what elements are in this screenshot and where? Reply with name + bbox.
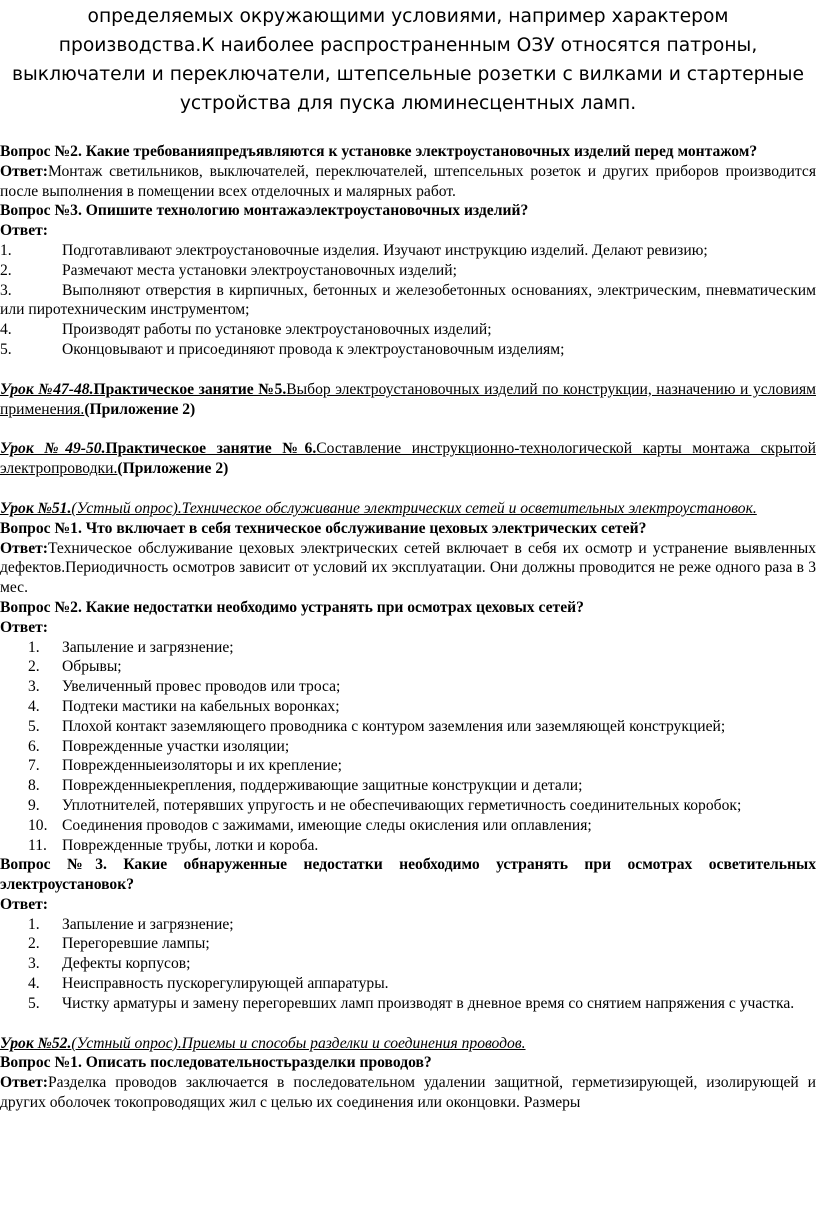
lighting-defects-list <box>0 915 816 1014</box>
list-item <box>0 737 816 757</box>
lesson-51-question-1: Вопрос №1. Что включает в себя техническое обслуживание цеховых электрических сетей? <box>0 519 647 537</box>
list-item <box>0 756 816 776</box>
lesson-51-question-2: Вопрос №2. Какие недостатки необходимо устранять при осмотрах цеховых сетей? <box>0 598 584 616</box>
list-item-number: 3. <box>28 678 40 696</box>
list-item-number: 2. <box>28 658 40 676</box>
list-item-number: 4. <box>28 697 40 715</box>
list-item <box>0 320 816 340</box>
list-item-text: Обрывы; <box>62 658 122 676</box>
lesson-49-50: Урок №49-50.Практическое занятие №6.Составление инструкционно-технологической карты монтажа скрытой электропроводки.(Приложение 2) <box>0 440 816 478</box>
list-item-text: Поврежденныеизоляторы и их крепление; <box>62 757 342 775</box>
list-item-text: Плохой контакт заземляющего проводника с контуром заземления или заземляющей конструкцией; <box>62 717 726 735</box>
document-body <box>0 142 816 1113</box>
list-item <box>0 816 816 836</box>
list-item-text: Запыление и загрязнение; <box>62 638 234 656</box>
list-item-text: Производят работы по установке электроустановочных изделий; <box>62 321 492 339</box>
list-item-number: 9. <box>28 796 40 814</box>
list-item-number: 1. <box>28 638 40 656</box>
list-item-number: 10. <box>28 816 48 834</box>
list-item-number: 3. <box>28 955 40 973</box>
lesson-51-answer-2-label: Ответ: <box>0 618 48 636</box>
list-item <box>0 340 816 360</box>
list-item <box>0 697 816 717</box>
list-item-text: Соединения проводов с зажимами, имеющие следы окисления или оплавления; <box>62 816 592 834</box>
lesson-52-question-1: Вопрос №1. Описать последовательностьразделки проводов? <box>0 1054 432 1072</box>
list-item <box>0 241 816 261</box>
network-defects-list <box>0 638 816 856</box>
list-item-number: 5. <box>28 717 40 735</box>
answer-2: Ответ:Монтаж светильников, выключателей, переключателей, штепсельных розеток и других приборов производится после выполнения в помещении всех отделочных и малярных работ. <box>0 162 816 200</box>
list-item-text: Чистку арматуры и замену перегоревших ламп производят в дневное время со снятием напряжения с участка. <box>62 994 795 1012</box>
list-item <box>0 281 816 321</box>
list-item-number: 4. <box>0 321 12 339</box>
question-2: Вопрос №2. Какие требованияпредъявляются к установке электроустановочных изделий перед монтажом? <box>0 143 758 160</box>
lesson-51-question-3: Вопрос №3. Какие обнаруженные недостатки необходимо устранять при осмотрах осветительных электроустановок? <box>0 856 816 894</box>
question-3: Вопрос №3. Опишите технологию монтажаэлектроустановочных изделий? <box>0 202 529 220</box>
lesson-52: Урок №52.(Устный опрос).Приемы и способы разделки и соединения проводов. <box>0 1034 526 1052</box>
list-item-number: 1. <box>28 915 40 933</box>
list-item-text: Запыление и загрязнение; <box>62 915 234 933</box>
list-item-number: 3. <box>0 281 12 299</box>
list-item-text: Дефекты корпусов; <box>62 955 191 973</box>
intro-paragraph: определяемых окружающими условиями, например характером производства.К наиболее распространенным ОЗУ относятся патроны, выключатели и переключатели, штепсельные розетки с вилками и стартерные устройства для пуска люминесцентных ламп. <box>12 6 804 114</box>
list-item <box>0 836 816 856</box>
list-item <box>0 974 816 994</box>
list-item-number: 4. <box>28 975 40 993</box>
list-item-text: Оконцовывают и присоединяют провода к электроустановочным изделиям; <box>62 340 565 358</box>
list-item-number: 8. <box>28 777 40 795</box>
list-item-text: Увеличенный провес проводов или троса; <box>62 678 341 696</box>
lesson-51: Урок №51.(Устный опрос).Техническое обслуживание электрических сетей и осветительных электроустановок. <box>0 499 757 517</box>
list-item <box>0 261 816 281</box>
list-item <box>0 717 816 737</box>
list-item <box>0 954 816 974</box>
lesson-52-answer-1: Ответ:Разделка проводов заключается в последовательном удалении защитной, герметизирующей, изолирующей и других оболочек токопроводящих жил с целью их соединения или оконцовки. Размеры <box>0 1074 816 1112</box>
list-item-text: Перегоревшие лампы; <box>62 935 210 953</box>
list-item-number: 6. <box>28 737 40 755</box>
list-item-text: Размечают места установки электроустановочных изделий; <box>62 261 457 279</box>
list-item-number: 2. <box>28 935 40 953</box>
list-item <box>0 934 816 954</box>
list-item <box>0 915 816 935</box>
list-item-text: Подтеки мастики на кабельных воронках; <box>62 697 340 715</box>
answer-3-label: Ответ: <box>0 222 48 240</box>
list-item-text: Подготавливают электроустановочные изделия. Изучают инструкцию изделий. Делают ревизию; <box>62 241 708 259</box>
list-item-text: Поврежденныекрепления, поддерживающие защитные конструкции и детали; <box>62 777 583 795</box>
list-item <box>0 638 816 658</box>
list-item-number: 2. <box>0 261 12 279</box>
installation-steps-list <box>0 241 816 360</box>
list-item-text: Поврежденные участки изоляции; <box>62 737 290 755</box>
lesson-51-answer-3-label: Ответ: <box>0 895 48 913</box>
list-item-number: 7. <box>28 757 40 775</box>
list-item-text: Неисправность пускорегулирующей аппаратуры. <box>62 975 389 993</box>
list-item <box>0 796 816 816</box>
list-item-number: 11. <box>28 836 47 854</box>
list-item <box>0 994 816 1014</box>
list-item-text: Поврежденные трубы, лотки и короба. <box>62 836 319 854</box>
list-item-text: Уплотнителей, потерявших упругость и не обеспечивающих герметичность соединительных коробок; <box>62 796 742 814</box>
lesson-51-answer-1: Ответ:Техническое обслуживание цеховых электрических сетей включает в себя их осмотр и устранение выявленных дефектов.Периодичность осмотров зависит от условий их эксплуатации. Они должны проводится не реже одного раза в 3 мес. <box>0 539 816 597</box>
list-item-text: Выполняют отверстия в кирпичных, бетонных и железобетонных основаниях, электрическим, пневматическим или пиротехническим инструментом; <box>0 281 816 319</box>
list-item <box>0 776 816 796</box>
list-item <box>0 677 816 697</box>
list-item <box>0 657 816 677</box>
list-item-number: 5. <box>0 340 12 358</box>
list-item-number: 5. <box>28 994 40 1012</box>
lesson-47-48: Урок №47-48.Практическое занятие №5.Выбор электроустановочных изделий по конструкции, назначению и условиям применения.(Приложение 2) <box>0 380 816 418</box>
list-item-number: 1. <box>0 241 12 259</box>
